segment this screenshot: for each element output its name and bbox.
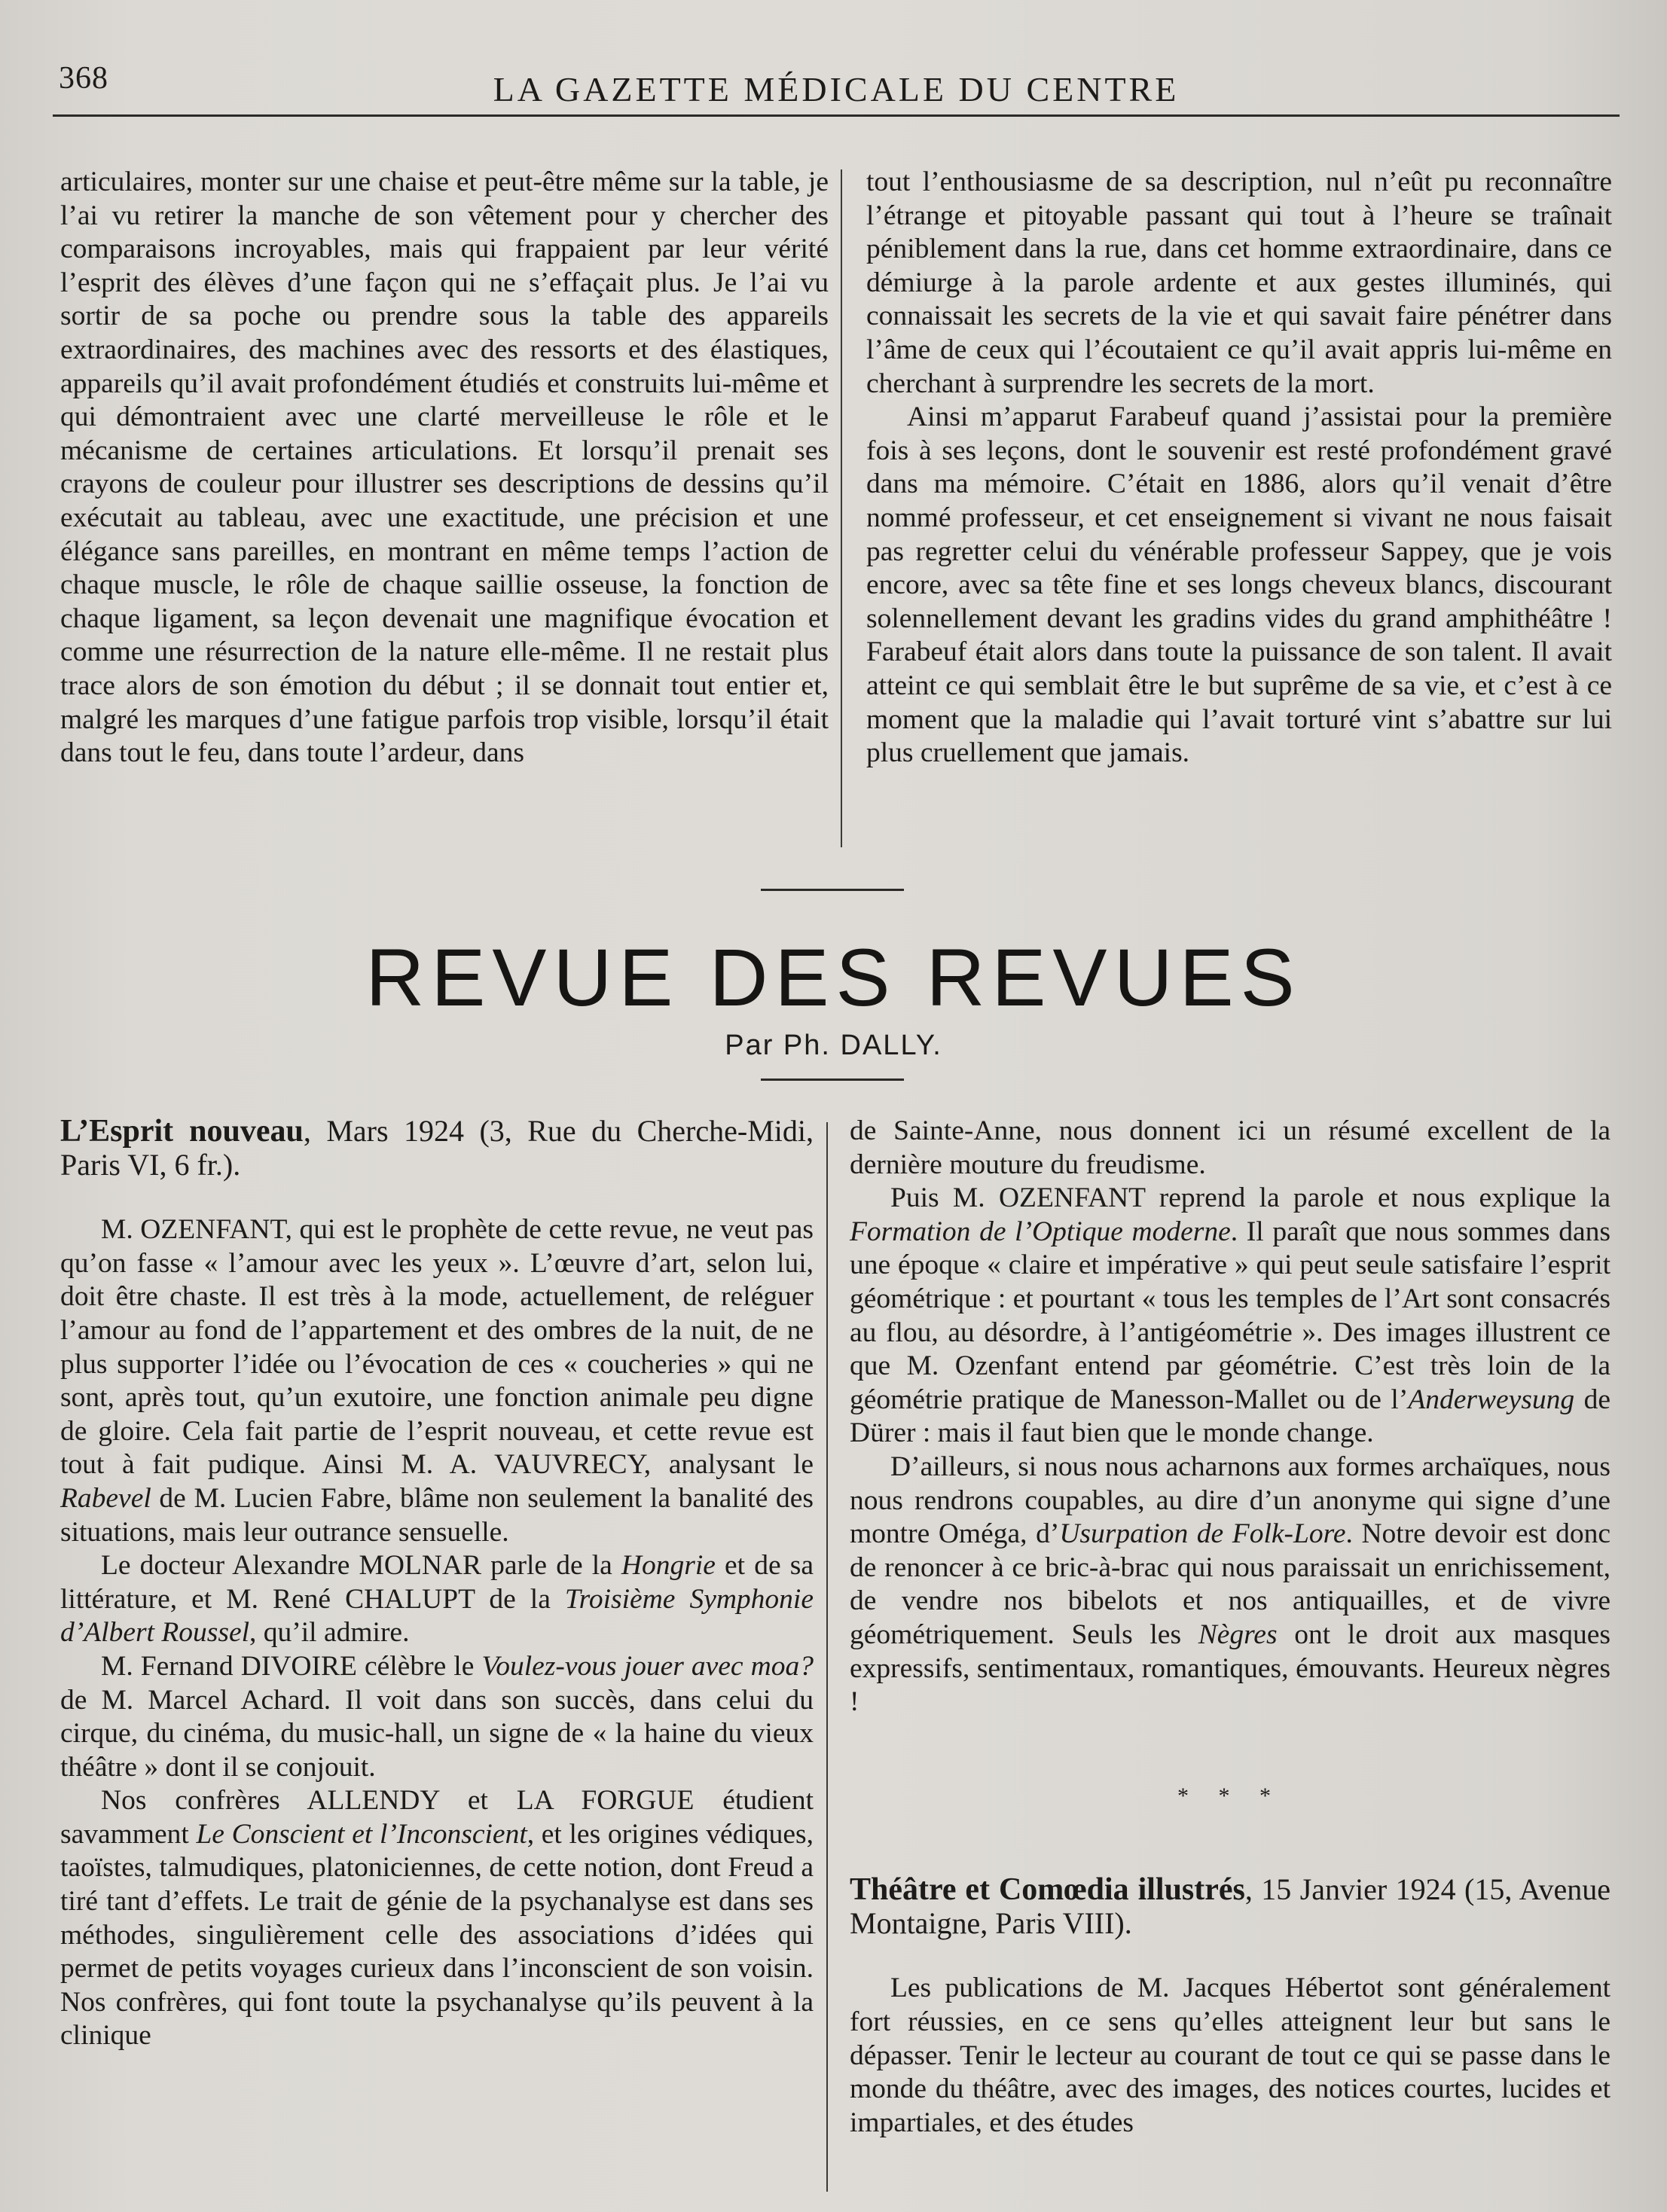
top-right-column [866, 166, 1612, 770]
review-heading [850, 1873, 1611, 1940]
paragraph: Ainsi m’apparut Farabeuf quand j’assistai pour la première fois à ses leçons, dont le souvenir est resté profondément gravé dans ma mémoire. C’était en 1886, alors qu’il venait d’être nommé professeur, et cet enseignement si vivant ne nous faisait pas regretter celui du vénérable professeur Sappey, que je vois encore, avec sa tête fine et ses longs cheveux blancs, discourant solennellement devant les gradins vides du grand amphithéâtre ! Farabeuf était alors dans toute la puissance de son talent. Il avait atteint ce qui semblait être le but suprême de sa vie, et c’est à ce moment que la maladie qui l’avait torturé vint s’abattre sur lui plus cruellement que jamais. [866, 401, 1612, 769]
text-run: M. OZENFANT, qui est le prophète de cette revue, ne veut pas qu’on fasse « l’amour avec les yeux ». L’œuvre d’art, selon lui, doit être chaste. Il est très à la mode, actuellement, de reléguer l’amour au fond de l’appartement et des ombres de la nuit, de ne plus supporter l’idée ou l’évocation de ces « coucheries » qui ne sont, après tout, qu’un exutoire, une fonction animale peu digne de gloire. Cela fait partie de l’esprit nouveau, et cette revue est tout à fait pudique. Ainsi M. A. VAUVRECY, analysant le [60, 1214, 814, 1481]
column-rule [826, 1122, 828, 2192]
page-header [53, 53, 1620, 121]
italic-run: Hongrie [621, 1550, 716, 1582]
italic-run: Rabevel [60, 1482, 151, 1514]
section-title: REVUE DES REVUES [365, 932, 1302, 1023]
spacer [850, 1940, 1611, 1972]
italic-run: Troisième Symphonie d’Albert Roussel [60, 1583, 814, 1649]
paragraph: articulaires, monter sur une chaise et peut-être même sur la table, je l’ai vu retirer la manche de son vêtement pour y chercher des comparaisons incroyables, mais qui frappaient par leur vérité l’esprit des élèves d’une façon qui ne s’effaçait plus. Je l’ai vu sortir de sa poche ou prendre sous la table des appareils extraordinaires, des machines avec des ressorts et des élastiques, appareils qu’il avait profondément étudiés et construits lui-même et qui démontraient avec une clarté merveilleuse le rôle et le mécanisme de certaines articulations. Et lorsqu’il prenait ses crayons de couleur pour illustrer ses descriptions de dessins qu’il exécutait au tableau, avec une exactitude, une précision et une élégance sans pareilles, en montrant en même temps l’action de chaque muscle, le rôle de chaque saillie osseuse, la fonction de chaque ligament, sa leçon devenait une magnifique évocation et comme une résurrection de la nature elle-même. Il ne restait plus trace alors de son émotion du début ; il se donnait tout entier et, malgré les marques d’une fatigue parfois trop visible, lorsqu’il était dans tout le feu, dans toute l’ardeur, dans [60, 166, 829, 769]
spacer [60, 1182, 814, 1213]
bottom-right-column [850, 1115, 1611, 2140]
spacer [850, 1719, 1611, 1780]
paragraph [60, 1549, 814, 1650]
text-run: D’ailleurs, si nous nous acharnons aux formes archaïques, nous nous rendrons coupables, au dire d’un anonyme qui signe d’une montre Oméga, d’ [850, 1451, 1611, 1550]
paragraph: tout l’enthousiasme de sa description, nul n’eût pu reconnaître l’étrange et pitoyable passant qui tout à l’heure se traînait péniblement dans la rue, dans cet homme extraordinaire, dans ce démiurge à la parole ardente et aux gestes illuminés, qui connaissait les secrets de la vie et qui savait faire pénétrer dans l’âme de ceux qui l’écoutaient ce qu’il avait appris lui-même en cherchant à surprendre les secrets de la mort. [866, 166, 1612, 399]
paragraph [60, 1650, 814, 1784]
header-rule [53, 114, 1620, 117]
review-title: L’Esprit nouveau [60, 1114, 304, 1149]
italic-run: Anderweysung [1408, 1384, 1575, 1415]
bottom-left-column [60, 1115, 814, 2053]
text-run: . Notre devoir est donc de renoncer à ce bric-à-brac qui nous paraissait un enrichissement, de vendre nos bibelots et nos antiquailles, et de vivre géométriquement. Seuls les [850, 1518, 1611, 1650]
text-run: , qu’il admire. [249, 1617, 410, 1649]
italic-run: Formation de l’Optique moderne [850, 1216, 1231, 1247]
italic-run: Usurpation de Folk-Lore [1059, 1518, 1346, 1550]
paragraph [850, 1451, 1611, 1719]
text-run: . Il paraît que nous sommes dans une époque « claire et impérative » qui peut seule satisfaire l’esprit géométrique : et pourtant « tous les temples de l’Art sont consacrés au flou, au désordre, à l’antigéométrie ». Des images illustrent ce que M. Ozenfant entend par géométrie. C’est très loin de la géométrie pratique de Manesson-Mallet ou de l’ [850, 1216, 1611, 1415]
text-run: et de sa littérature, et M. René CHALUPT de la [60, 1550, 814, 1615]
page-number: 368 [59, 61, 108, 96]
running-title: LA GAZETTE MÉDICALE DU CENTRE [493, 70, 1180, 108]
review-meta: , 15 Janvier 1924 (15, Avenue Montaigne, Paris VIII). [850, 1872, 1611, 1940]
section-byline: Par Ph. DALLY. [725, 1030, 942, 1061]
text-run: ont le droit aux masques expressifs, sentimentaux, romantiques, émouvants. Heureux nègres ! [850, 1619, 1611, 1718]
section-separator: * * * [1177, 1783, 1283, 1808]
spacer [850, 1813, 1611, 1873]
text-run: M. Fernand DIVOIRE célèbre le [101, 1650, 482, 1682]
italic-run: Voulez-vous jouer avec moa? [481, 1650, 814, 1682]
paragraph [850, 1182, 1611, 1451]
text-run: Nos confrères ALLENDY et LA FORGUE étudient savamment [60, 1785, 814, 1850]
italic-run: Le Conscient et l’Inconscient [196, 1818, 527, 1850]
review-meta: , Mars 1924 (3, Rue du Cherche-Midi, Paris VI, 6 fr.). [60, 1114, 814, 1182]
column-rule [841, 169, 842, 847]
text-run: de Dürer : mais il faut bien que le monde change. [850, 1384, 1611, 1449]
text-run: Le docteur Alexandre MOLNAR parle de la [101, 1550, 621, 1582]
paragraph [60, 1784, 814, 2053]
italic-run: Nègres [1198, 1619, 1278, 1650]
paragraph: Les publications de M. Jacques Hébertot sont généralement fort réussies, en ce sens qu’elles atteignent leur but sans le dépasser. Tenir le lecteur au courant de tout ce qui se passe dans le monde du théâtre, avec des images, des notices courtes, lucides et impartiales, et des études [850, 1972, 1611, 2138]
text-run: Puis M. OZENFANT reprend la parole et nous explique la [890, 1182, 1611, 1214]
top-left-column [60, 166, 829, 770]
section-rule [761, 889, 904, 891]
review-title: Théâtre et Comœdia illustrés [850, 1872, 1245, 1908]
paragraph: de Sainte-Anne, nous donnent ici un résumé excellent de la dernière mouture du freudisme. [850, 1115, 1611, 1180]
section-rule [761, 1079, 904, 1081]
review-heading [60, 1115, 814, 1182]
text-run: de M. Marcel Achard. Il voit dans son succès, dans celui du cirque, du cinéma, du music-hall, un signe de « la haine du vieux théâtre » dont il se conjouit. [60, 1684, 814, 1783]
text-run: de M. Lucien Fabre, blâme non seulement la banalité des situations, mais leur outrance sensuelle. [60, 1482, 814, 1548]
text-run: , et les origines védiques, taoïstes, talmudiques, platoniciennes, de cette notion, dont Freud a tiré tant d’effets. Le trait de génie de la psychanalyse est dans ses méthodes, singulièrement celle des associations d’idées qui permet de petits voyages curieux dans l’inconscient de son voisin. Nos confrères, qui font toute la psychanalyse qu’ils peuvent à la clinique [60, 1818, 814, 2052]
paragraph [60, 1213, 814, 1549]
